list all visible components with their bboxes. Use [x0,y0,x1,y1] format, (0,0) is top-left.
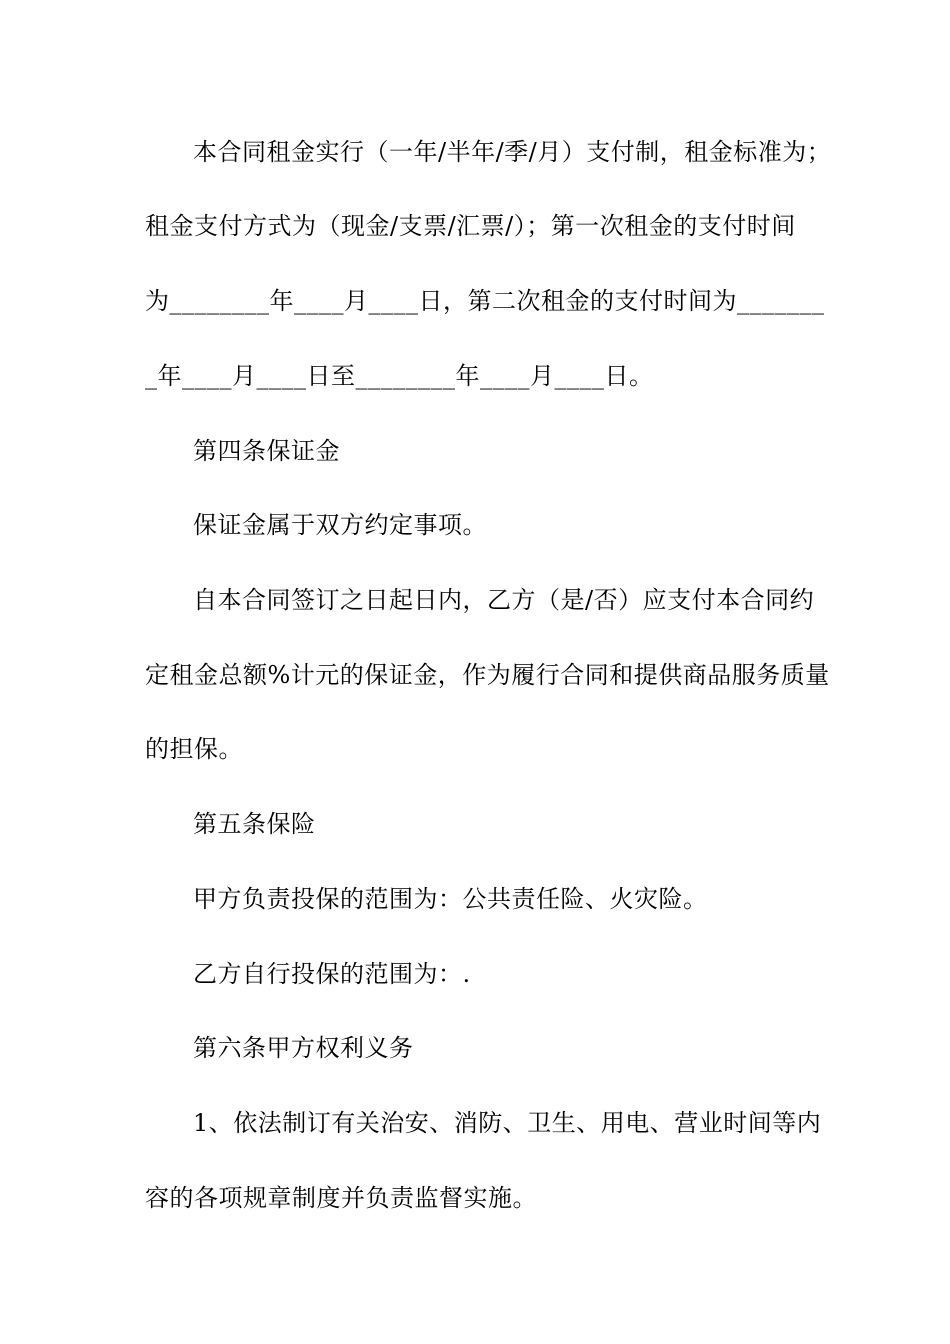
paragraph-line: 的担保。 [145,735,243,763]
paragraph-line: 甲方负责投保的范围为：公共责任险、火灾险。 [193,885,708,913]
paragraph-line: 保证金属于双方约定事项。 [193,511,487,539]
paragraph-line: 自本合同签订之日起日内，乙方（是/否）应支付本合同约 [193,586,815,614]
paragraph-line: _年____月____日至________年____月____日。 [145,362,654,390]
section-heading: 第六条甲方权利义务 [193,1034,414,1062]
paragraph-line: 为________年____月____日，第二次租金的支付时间为_______ [145,287,825,315]
paragraph-line: 乙方自行投保的范围为：. [193,960,471,988]
paragraph-line: 容的各项规章制度并负责监督实施。 [145,1184,537,1212]
paragraph-line: 定租金总额%计元的保证金，作为履行合同和提供商品服务质量 [145,661,830,689]
paragraph-line: 本合同租金实行（一年/半年/季/月）支付制，租金标准为； [193,138,832,166]
paragraph-line: 租金支付方式为（现金/支票/汇票/）；第一次租金的支付时间 [145,212,796,240]
paragraph-line: 1、依法制订有关治安、消防、卫生、用电、营业时间等内 [193,1109,822,1137]
section-heading: 第五条保险 [193,810,316,838]
section-heading: 第四条保证金 [193,437,340,465]
